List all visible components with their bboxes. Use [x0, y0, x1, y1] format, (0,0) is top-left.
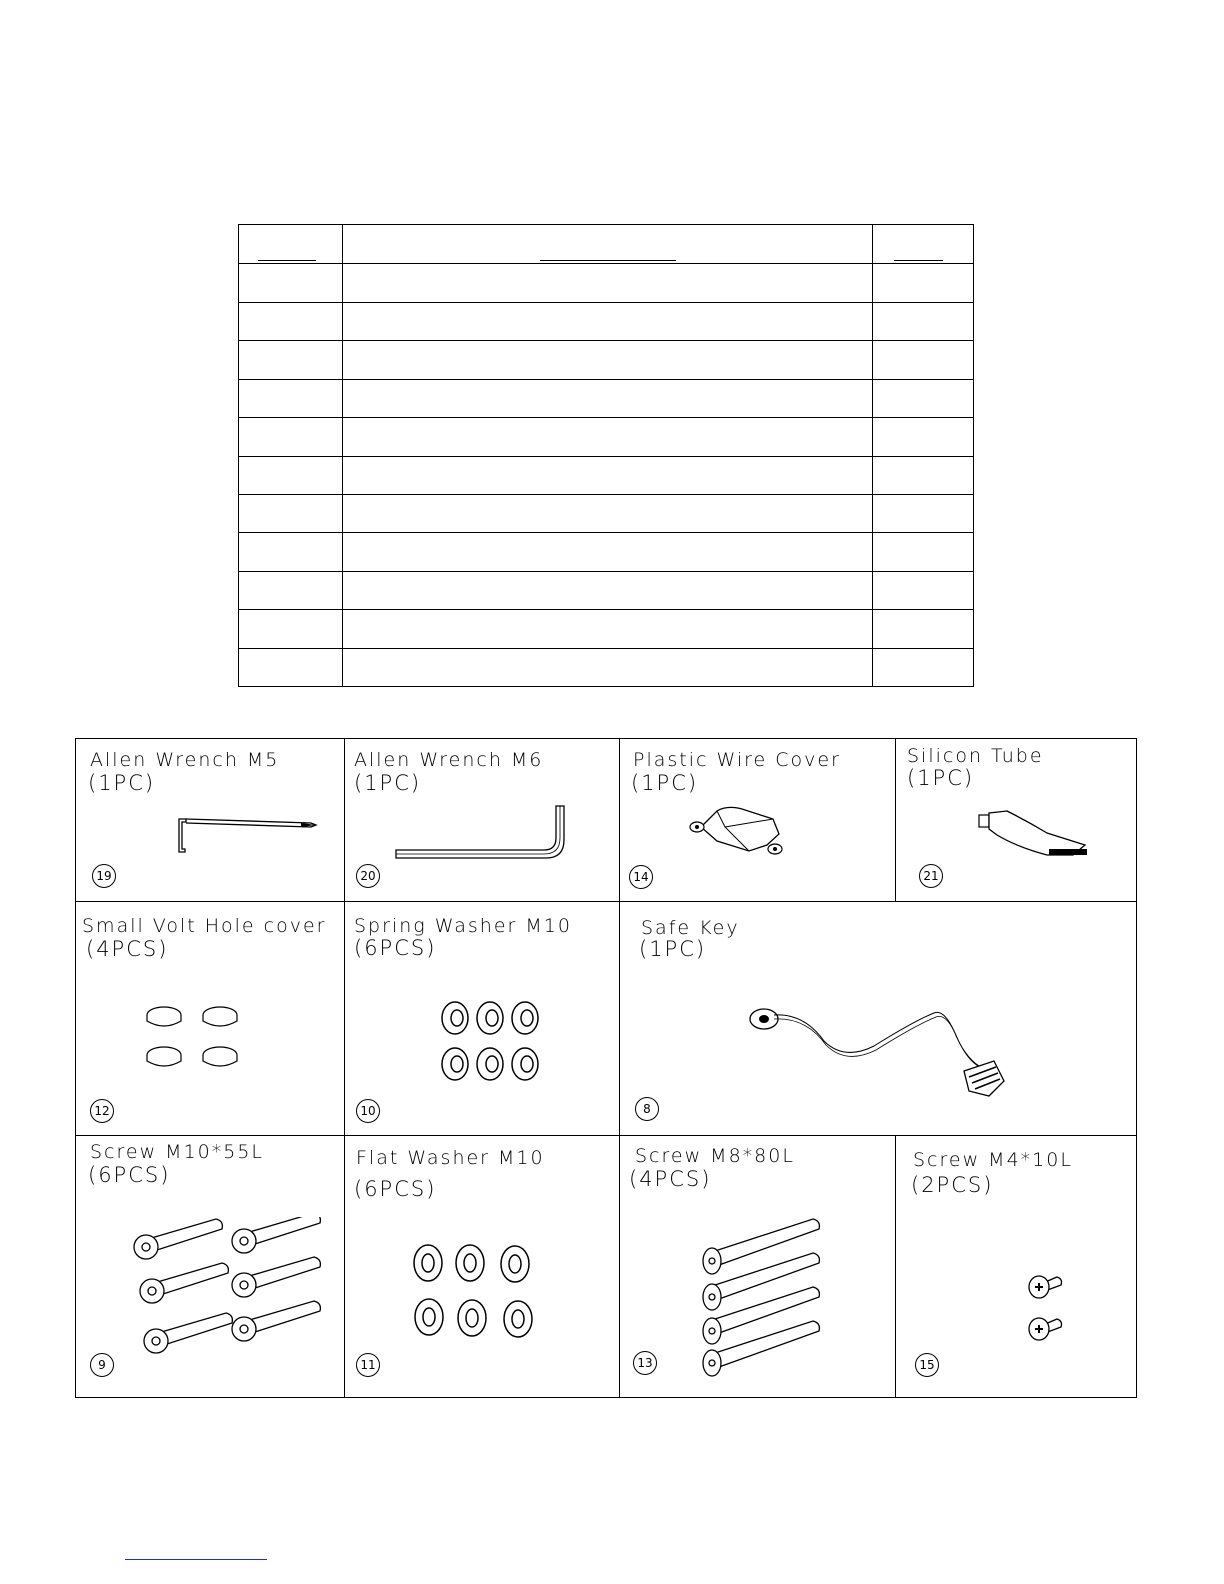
- hardware-item-screw-m8-80l: [619, 1135, 895, 1397]
- allen-wrench-icon: [171, 814, 321, 859]
- silicon-tube-icon: [977, 807, 1117, 862]
- wire-cover-icon: [687, 799, 797, 859]
- flat-washer-icon: [412, 1243, 542, 1343]
- hole-cover-icon: [144, 1001, 254, 1081]
- item-number-badge: 11: [356, 1353, 380, 1377]
- hardware-item-small-volt-hole-cover: [76, 901, 344, 1135]
- table-row: [239, 494, 973, 532]
- table-row: [239, 609, 973, 647]
- table-header-row: [239, 225, 973, 263]
- item-name: Flat Washer M10: [356, 1147, 545, 1169]
- item-number-badge: 14: [629, 865, 653, 889]
- item-name: Allen Wrench M6: [354, 749, 544, 771]
- item-quantity: (1PC): [354, 771, 422, 795]
- item-number-badge: 10: [356, 1099, 380, 1123]
- allen-wrench-icon: [394, 804, 584, 864]
- item-name: Screw M4*10L: [913, 1149, 1073, 1171]
- item-name: Small Volt Hole cover: [82, 915, 327, 937]
- item-quantity: (4PCS): [629, 1167, 712, 1191]
- item-quantity: (1PC): [907, 766, 975, 790]
- item-name: Silicon Tube: [907, 745, 1044, 767]
- item-quantity: (6PCS): [354, 936, 437, 960]
- hardware-item-safe-key: [619, 901, 1136, 1135]
- hardware-item-plastic-wire-cover: [619, 739, 895, 901]
- screw-icon: [1027, 1273, 1067, 1345]
- item-name: Spring Washer M10: [354, 915, 572, 937]
- parts-list-table: [238, 224, 974, 687]
- screw-icon: [699, 1217, 839, 1377]
- table-row: [239, 532, 973, 570]
- item-name: Screw M10*55L: [90, 1141, 265, 1163]
- table-row: [239, 648, 973, 686]
- table-row: [239, 379, 973, 417]
- footer-link-underline[interactable]: [125, 1559, 267, 1560]
- hardware-item-silicon-tube: [895, 739, 1136, 901]
- item-number-badge: 8: [635, 1097, 659, 1121]
- table-row: [239, 340, 973, 378]
- item-quantity: (6PCS): [354, 1177, 437, 1201]
- safe-key-icon: [744, 1001, 1024, 1111]
- item-number-badge: 21: [919, 864, 943, 888]
- item-number-badge: 20: [356, 864, 380, 888]
- item-quantity: (1PC): [639, 937, 707, 961]
- item-number-badge: 19: [92, 864, 116, 888]
- hardware-item-screw-m4-10l: [895, 1135, 1136, 1397]
- item-name: Allen Wrench M5: [90, 749, 280, 771]
- item-quantity: (4PCS): [86, 937, 169, 961]
- hardware-item-allen-wrench-m6: [344, 739, 619, 901]
- hardware-item-allen-wrench-m5: [76, 739, 344, 901]
- hardware-grid: [75, 738, 1137, 1398]
- table-row: [239, 263, 973, 301]
- table-row: [239, 417, 973, 455]
- item-number-badge: 9: [90, 1353, 114, 1377]
- table-row: [239, 302, 973, 340]
- item-quantity: (1PC): [88, 771, 156, 795]
- table-row: [239, 456, 973, 494]
- hardware-item-spring-washer-m10: [344, 901, 619, 1135]
- hardware-item-screw-m10-55l: [76, 1135, 344, 1397]
- item-number-badge: 13: [633, 1351, 657, 1375]
- screw-icon: [128, 1217, 328, 1367]
- item-name: Plastic Wire Cover: [633, 749, 841, 771]
- item-quantity: (2PCS): [911, 1173, 994, 1197]
- item-quantity: (6PCS): [88, 1163, 171, 1187]
- item-name: Safe Key: [641, 917, 740, 939]
- item-number-badge: 12: [90, 1099, 114, 1123]
- hardware-item-flat-washer-m10: [344, 1135, 619, 1397]
- spring-washer-icon: [439, 996, 559, 1086]
- item-quantity: (1PC): [631, 771, 699, 795]
- table-row: [239, 571, 973, 609]
- item-number-badge: 15: [915, 1353, 939, 1377]
- item-name: Screw M8*80L: [635, 1145, 795, 1167]
